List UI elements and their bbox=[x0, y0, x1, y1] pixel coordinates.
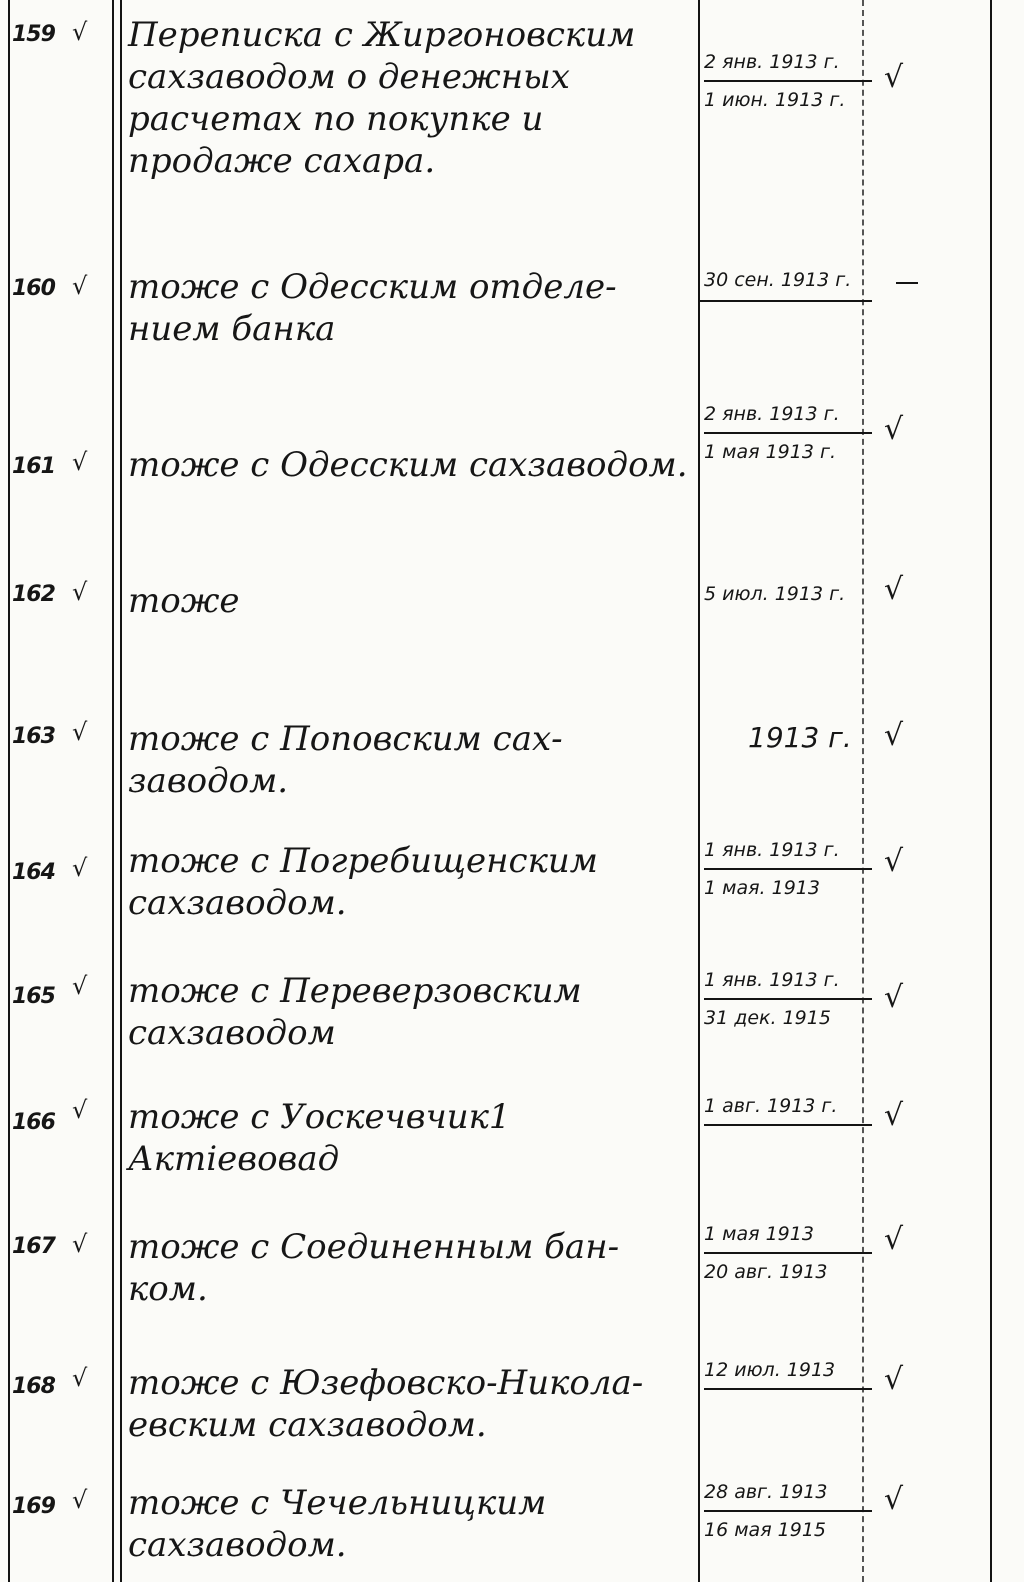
date-start: 2 янв. 1913 г. bbox=[704, 50, 872, 82]
entry-tick-mark: √ bbox=[72, 18, 88, 46]
date-end: 1 мая. 1913 bbox=[704, 877, 820, 899]
entry-check-mark: √ bbox=[884, 1098, 904, 1133]
date-start: 1 мая 1913 bbox=[704, 1222, 872, 1254]
left-border-line bbox=[8, 0, 10, 1582]
entry-check-mark: √ bbox=[884, 1362, 904, 1397]
entry-description: тоже с Погребищенским сахзаводом. bbox=[128, 841, 598, 923]
entry-dates bbox=[704, 838, 872, 900]
entry-tick-mark: √ bbox=[72, 1486, 88, 1514]
entry-dates bbox=[704, 1222, 872, 1284]
entry-number: 162 bbox=[12, 582, 55, 607]
entry-description: тоже с Соединенным бан- ком. bbox=[128, 1227, 620, 1309]
entry-dates bbox=[704, 576, 872, 606]
entry-check-mark: √ bbox=[884, 844, 904, 879]
entry-description: тоже с Поповским сах- заводом. bbox=[128, 719, 563, 801]
description-column-divider bbox=[120, 0, 122, 1582]
date-start: 2 янв. 1913 г. bbox=[704, 402, 872, 434]
entry-check-mark: √ bbox=[884, 572, 904, 607]
date-end: 1 июн. 1913 г. bbox=[704, 89, 846, 111]
entry-tick-mark: √ bbox=[72, 972, 88, 1000]
entry-number: 165 bbox=[12, 984, 55, 1009]
entry-description: тоже bbox=[128, 581, 240, 621]
entry-number: 164 bbox=[12, 860, 55, 885]
date-start: 30 сен. 1913 г. bbox=[704, 269, 852, 291]
entry-check-mark: √ bbox=[884, 1482, 904, 1517]
entry-dates bbox=[704, 262, 872, 292]
entry-description: тоже с Чечельницким сахзаводом. bbox=[128, 1483, 547, 1565]
entry-tick-mark: √ bbox=[72, 1364, 88, 1392]
entry-tick-mark: √ bbox=[72, 1096, 88, 1124]
entry-number: 163 bbox=[12, 724, 55, 749]
entry-number: 167 bbox=[12, 1234, 55, 1259]
entry-tick-mark: √ bbox=[72, 854, 88, 882]
entry-tick-mark: √ bbox=[72, 448, 88, 476]
entry-dates bbox=[704, 1480, 872, 1542]
entry-check-mark: √ bbox=[884, 718, 904, 753]
date-column-dashed-divider bbox=[862, 0, 864, 1582]
date-end: 20 авг. 1913 bbox=[704, 1261, 828, 1283]
entry-number: 160 bbox=[12, 276, 55, 301]
entry-tick-mark: √ bbox=[72, 272, 88, 300]
entry-check-mark: √ bbox=[884, 980, 904, 1015]
entry-number: 168 bbox=[12, 1374, 55, 1399]
date-end: 16 мая 1915 bbox=[704, 1519, 827, 1541]
entry-tick-mark: √ bbox=[72, 1230, 88, 1258]
entry-description: тоже с Юзефовско-Никола- евским сахзаводом. bbox=[128, 1363, 644, 1445]
date-start: 1 авг. 1913 г. bbox=[704, 1094, 872, 1126]
entry-tick-mark: √ bbox=[72, 578, 88, 606]
number-column-divider bbox=[112, 0, 114, 1582]
entry-check-mark: √ bbox=[884, 1222, 904, 1257]
entry-number: 159 bbox=[12, 22, 55, 47]
date-end: 1 мая 1913 г. bbox=[704, 441, 836, 463]
entry-check-mark: √ bbox=[884, 60, 904, 95]
entry-description: Переписка с Жиргоновским сахзаводом о денежных расчетах по покупке и продаже сахара. bbox=[128, 15, 636, 181]
entry-description: тоже с Уоскечвчик1 Актieвовад bbox=[128, 1097, 511, 1179]
date-start: 28 авг. 1913 bbox=[704, 1480, 872, 1512]
entry-number: 166 bbox=[12, 1110, 55, 1135]
date-start: 1 янв. 1913 г. bbox=[704, 838, 872, 870]
entry-dates bbox=[704, 1358, 872, 1390]
date-end: 31 дек. 1915 bbox=[704, 1007, 831, 1029]
entry-tick-mark: √ bbox=[72, 718, 88, 746]
date-start: 1913 г. bbox=[748, 721, 852, 754]
entry-description: тоже с Одесским сахзаводом. bbox=[128, 445, 688, 485]
date-start: 5 июл. 1913 г. bbox=[704, 583, 846, 605]
entry-dates bbox=[704, 402, 872, 464]
entry-dates bbox=[704, 1094, 872, 1126]
entry-dates bbox=[704, 968, 872, 1030]
entry-number: 161 bbox=[12, 454, 55, 479]
entry-number: 169 bbox=[12, 1494, 55, 1519]
date-start: 12 июл. 1913 bbox=[704, 1358, 872, 1390]
date-start: 1 янв. 1913 г. bbox=[704, 968, 872, 1000]
entry-description: тоже с Переверзовским сахзаводом bbox=[128, 971, 582, 1053]
right-border-line bbox=[990, 0, 992, 1582]
date-underline bbox=[700, 300, 872, 302]
entry-description: тоже с Одесским отделе- нием банка bbox=[128, 267, 617, 349]
date-column-divider bbox=[698, 0, 700, 1582]
entry-dates bbox=[704, 50, 872, 112]
entry-dash-mark bbox=[896, 282, 918, 284]
entry-check-mark: √ bbox=[884, 412, 904, 447]
